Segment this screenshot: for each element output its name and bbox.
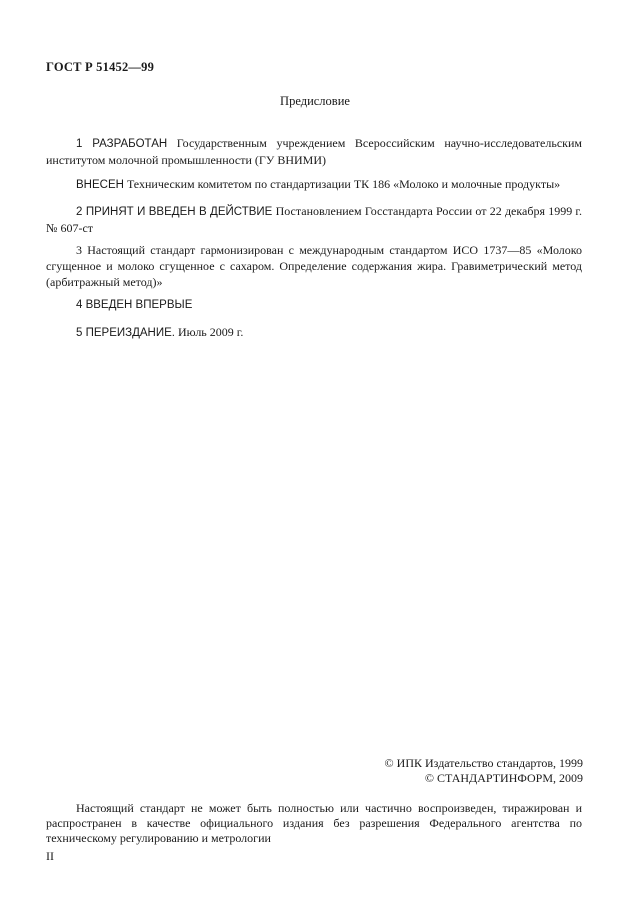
section-title: Предисловие bbox=[280, 94, 350, 108]
page-number: II bbox=[46, 849, 54, 863]
copyright-block bbox=[385, 756, 583, 786]
paragraph-text: 3 Настоящий стандарт гармонизирован с международным стандартом ИСО 1737—85 «Молоко сгущенное и молоко сгущенное с сахаром. Определение содержания жира. Гравиметрический метод (арбитражный метод)» bbox=[46, 243, 582, 289]
paragraph-developed-by bbox=[46, 135, 582, 168]
paragraph-lead: 4 ВВЕДЕН ВПЕРВЫЕ bbox=[76, 299, 193, 311]
paragraph-lead: 1 РАЗРАБОТАН bbox=[76, 138, 168, 150]
reproduction-notice: Настоящий стандарт не может быть полностью или частично воспроизведен, тиражирован и распространен в качестве официального издания без разрешения Федерального агентства по техническому регулированию и метрологии bbox=[46, 801, 582, 845]
paragraph-first-introduced bbox=[46, 296, 582, 313]
copyright-line: © СТАНДАРТИНФОРМ, 2009 bbox=[424, 771, 583, 785]
paragraph-lead: ВНЕСЕН bbox=[76, 179, 124, 191]
standard-code: ГОСТ Р 51452—99 bbox=[46, 60, 155, 74]
paragraph-text: Июль 2009 г. bbox=[174, 325, 244, 339]
paragraph-introduced-by bbox=[46, 176, 582, 193]
paragraph-harmonized bbox=[46, 242, 582, 290]
paragraph-text: Государственным учреждением Всероссийским научно-исследовательским институтом молочной промышленности (ГУ ВНИМИ) bbox=[46, 136, 582, 167]
paragraph-adopted bbox=[46, 203, 582, 236]
paragraph-lead: 2 ПРИНЯТ И ВВЕДЕН В ДЕЙСТВИЕ bbox=[76, 206, 273, 218]
paragraph-reissue bbox=[46, 324, 582, 341]
paragraph-lead: 5 ПЕРЕИЗДАНИЕ. bbox=[76, 327, 175, 339]
paragraph-text: Техническим комитетом по стандартизации ТК 186 «Молоко и молочные продукты» bbox=[123, 177, 561, 191]
paragraph-text: Постановлением Госстандарта России от 22 декабря 1999 г. № 607-ст bbox=[46, 204, 582, 235]
copyright-line: © ИПК Издательство стандартов, 1999 bbox=[384, 756, 583, 770]
